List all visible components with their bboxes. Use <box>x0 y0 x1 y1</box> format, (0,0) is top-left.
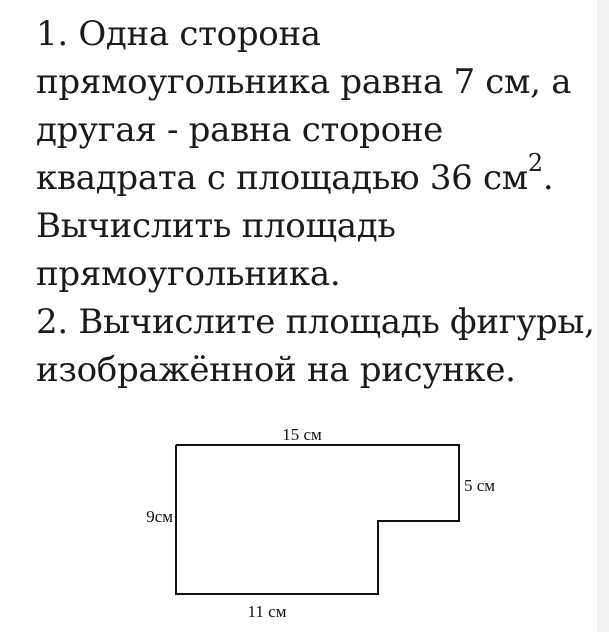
superscript-two: 2 <box>527 149 543 177</box>
top-dimension-label: 15 см <box>282 425 322 444</box>
problem2-line2: изображённой на рисунке. <box>36 350 516 390</box>
problem1-line2: прямоугольника равна 7 см, а <box>36 62 572 102</box>
problem2-line1: 2. Вычислите площадь фигуры, <box>36 302 595 342</box>
left-dimension-label: 9см <box>146 507 173 526</box>
problem1-line4-text: квадрата с площадью 36 см <box>36 158 528 198</box>
problem1-line3: другая - равна стороне <box>36 110 443 150</box>
right-dimension-label: 5 см <box>464 476 496 495</box>
bottom-dimension-label: 11 см <box>247 602 287 621</box>
problem1-line5: Вычислить площадь <box>36 206 396 246</box>
figure-outline <box>176 445 459 594</box>
problem1-line4-end: . <box>542 158 554 198</box>
problem1-line6: прямоугольника. <box>36 254 341 294</box>
problem1-line1: 1. Одна сторона <box>36 14 321 54</box>
